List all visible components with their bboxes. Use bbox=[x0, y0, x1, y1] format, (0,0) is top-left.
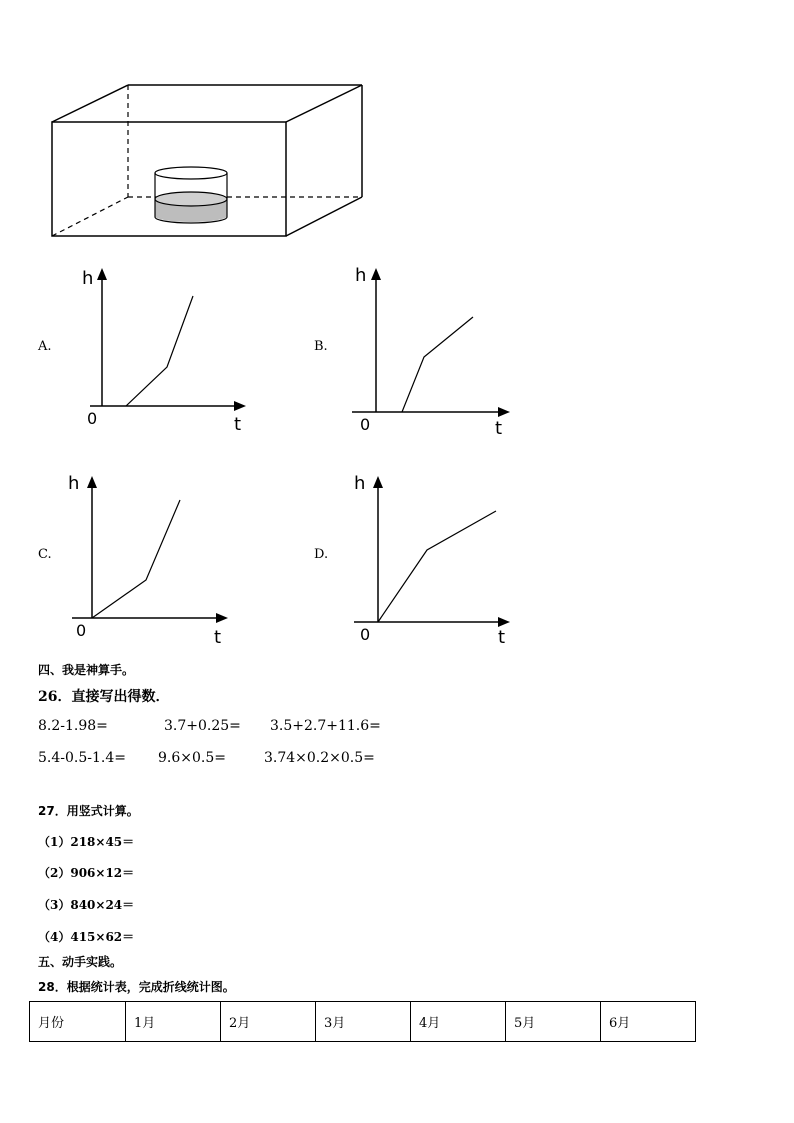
origin-label: 0 bbox=[360, 625, 371, 644]
q27-item-2: （2）906×12＝ bbox=[38, 866, 135, 880]
x-axis-label: t bbox=[498, 627, 506, 648]
x-axis-label: t bbox=[214, 627, 222, 648]
table-header-feb: 2月 bbox=[221, 1002, 316, 1042]
q27-item-4: （4）415×62＝ bbox=[38, 930, 135, 944]
origin-label: 0 bbox=[76, 621, 87, 640]
table-header-may: 5月 bbox=[506, 1002, 601, 1042]
table-header-month: 月份 bbox=[30, 1002, 126, 1042]
table-header-jun: 6月 bbox=[601, 1002, 696, 1042]
q28-title: 28．根据统计表，完成折线统计图。 bbox=[38, 980, 235, 994]
q26-item-4: 5.4-0.5-1.4= bbox=[38, 750, 126, 766]
option-d-label: D. bbox=[314, 547, 329, 562]
q27-item-1: （1）218×45＝ bbox=[38, 835, 135, 849]
y-axis-label: h bbox=[82, 268, 94, 289]
x-axis-label: t bbox=[495, 418, 503, 438]
q26-item-3: 3.5+2.7+11.6= bbox=[270, 718, 381, 734]
table-header-apr: 4月 bbox=[411, 1002, 506, 1042]
option-b-label: B. bbox=[314, 339, 328, 354]
q27-title: 27．用竖式计算。 bbox=[38, 804, 139, 818]
section4-heading: 四、我是神算手。 bbox=[38, 663, 135, 677]
origin-label: 0 bbox=[87, 409, 98, 428]
q26-title: 26．直接写出得数． bbox=[38, 689, 170, 705]
q27-item-3: （3）840×24＝ bbox=[38, 898, 135, 912]
q26-item-5: 9.6×0.5= bbox=[158, 750, 226, 766]
option-a-label: A. bbox=[38, 339, 52, 354]
table-row bbox=[30, 1002, 696, 1042]
x-axis-label: t bbox=[234, 414, 242, 435]
y-axis-label: h bbox=[68, 473, 80, 494]
q26-item-2: 3.7+0.25= bbox=[164, 718, 241, 734]
graph-c bbox=[64, 470, 244, 650]
table-header-jan: 1月 bbox=[126, 1002, 221, 1042]
y-axis-label: h bbox=[355, 265, 367, 286]
graph-d bbox=[350, 470, 530, 650]
section5-heading: 五、动手实践。 bbox=[38, 955, 123, 969]
table-header-mar: 3月 bbox=[316, 1002, 411, 1042]
q26-item-6: 3.74×0.2×0.5= bbox=[264, 750, 375, 766]
cylinder bbox=[155, 167, 227, 223]
y-axis-label: h bbox=[354, 473, 366, 494]
graph-b bbox=[350, 262, 530, 438]
box-cylinder-figure bbox=[0, 0, 794, 250]
q26-item-1: 8.2-1.98= bbox=[38, 718, 108, 734]
option-c-label: C. bbox=[38, 547, 52, 562]
graph-a bbox=[80, 262, 260, 438]
stats-table bbox=[29, 1001, 696, 1042]
origin-label: 0 bbox=[360, 415, 371, 434]
